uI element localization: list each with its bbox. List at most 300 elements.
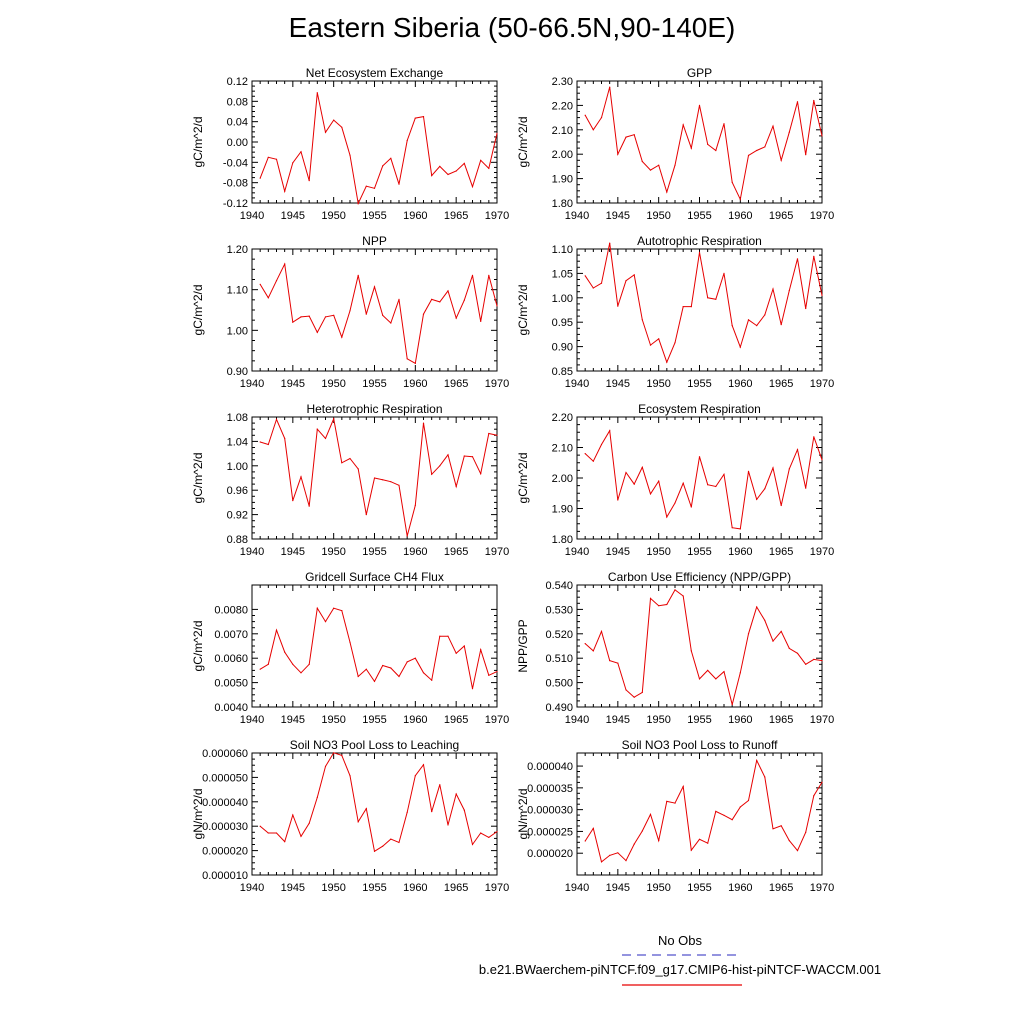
data-point bbox=[634, 844, 635, 845]
data-point bbox=[309, 316, 310, 317]
data-point bbox=[276, 280, 277, 281]
data-point bbox=[772, 126, 773, 127]
y-tick-label: 2.00 bbox=[551, 473, 573, 485]
data-point bbox=[699, 252, 700, 253]
x-tick-label: 1950 bbox=[646, 882, 671, 894]
data-point bbox=[740, 806, 741, 807]
panel-7 bbox=[191, 570, 509, 726]
data-point bbox=[423, 423, 424, 424]
y-tick-label: 1.20 bbox=[226, 244, 248, 256]
data-point bbox=[390, 667, 391, 668]
data-point bbox=[415, 775, 416, 776]
data-point bbox=[407, 535, 408, 536]
y-tick-label: 0.490 bbox=[545, 702, 573, 714]
x-tick-label: 1955 bbox=[687, 210, 712, 222]
data-point bbox=[789, 468, 790, 469]
y-tick-label: 0.85 bbox=[551, 366, 573, 378]
data-point bbox=[691, 148, 692, 149]
panel-title: Heterotrophic Respiration bbox=[306, 402, 443, 416]
y-tick-label: 1.80 bbox=[551, 534, 573, 546]
series-line bbox=[260, 93, 497, 204]
data-point bbox=[821, 660, 822, 661]
data-point bbox=[813, 436, 814, 437]
y-tick-label: 0.520 bbox=[545, 628, 573, 641]
data-point bbox=[642, 319, 643, 320]
data-point bbox=[317, 429, 318, 430]
data-point bbox=[634, 697, 635, 698]
data-point bbox=[715, 299, 716, 300]
data-point bbox=[650, 170, 651, 171]
data-point bbox=[805, 308, 806, 309]
x-tick-label: 1965 bbox=[443, 546, 469, 558]
panel-1 bbox=[191, 66, 509, 222]
data-point bbox=[723, 273, 724, 274]
x-tick-label: 1960 bbox=[403, 546, 428, 558]
data-point bbox=[349, 775, 350, 776]
data-point bbox=[732, 704, 733, 705]
data-point bbox=[634, 134, 635, 135]
data-point bbox=[366, 808, 367, 809]
data-point bbox=[748, 155, 749, 156]
y-tick-label: 0.000020 bbox=[527, 848, 573, 861]
data-point bbox=[642, 467, 643, 468]
panel-5 bbox=[191, 402, 509, 558]
y-axis-label: gC/m^2/d bbox=[191, 452, 205, 504]
data-point bbox=[674, 342, 675, 343]
x-tick-label: 1960 bbox=[403, 882, 428, 894]
x-tick-label: 1965 bbox=[443, 882, 469, 894]
data-point bbox=[456, 486, 457, 487]
x-tick-label: 1945 bbox=[605, 546, 631, 558]
panel-10 bbox=[516, 738, 834, 894]
data-point bbox=[805, 154, 806, 155]
data-point bbox=[382, 846, 383, 847]
data-point bbox=[284, 652, 285, 653]
y-tick-label: 0.000035 bbox=[527, 782, 573, 795]
data-point bbox=[382, 479, 383, 480]
data-point bbox=[593, 828, 594, 829]
data-point bbox=[789, 132, 790, 133]
series-line bbox=[260, 419, 497, 536]
series-line bbox=[585, 760, 822, 862]
data-point bbox=[366, 314, 367, 315]
data-point bbox=[496, 305, 497, 306]
data-point bbox=[447, 824, 448, 825]
data-point bbox=[625, 472, 626, 473]
y-tick-label: 0.95 bbox=[551, 317, 573, 330]
data-point bbox=[609, 660, 610, 661]
data-point bbox=[642, 692, 643, 693]
data-point bbox=[317, 92, 318, 93]
data-point bbox=[625, 137, 626, 138]
y-tick-label: 0.000030 bbox=[527, 804, 573, 817]
data-point bbox=[325, 316, 326, 317]
plot-frame bbox=[577, 81, 822, 203]
data-point bbox=[723, 123, 724, 124]
data-point bbox=[415, 118, 416, 119]
data-point bbox=[601, 117, 602, 118]
data-point bbox=[268, 832, 269, 833]
x-tick-label: 1955 bbox=[687, 714, 712, 726]
data-point bbox=[609, 855, 610, 856]
data-point bbox=[666, 362, 667, 363]
y-tick-label: 1.90 bbox=[551, 173, 573, 186]
x-tick-label: 1965 bbox=[768, 546, 794, 558]
x-tick-label: 1945 bbox=[605, 714, 631, 726]
data-point bbox=[699, 839, 700, 840]
data-point bbox=[358, 821, 359, 822]
data-point bbox=[625, 280, 626, 281]
data-point bbox=[496, 831, 497, 832]
data-point bbox=[415, 505, 416, 506]
data-point bbox=[732, 819, 733, 820]
data-point bbox=[325, 132, 326, 133]
data-point bbox=[260, 826, 261, 827]
y-axis-label: gC/m^2/d bbox=[516, 116, 530, 168]
data-point bbox=[609, 430, 610, 431]
y-axis-label: NPP/GPP bbox=[516, 619, 530, 673]
data-point bbox=[366, 514, 367, 515]
data-point bbox=[260, 284, 261, 285]
y-tick-label: -0.12 bbox=[222, 198, 248, 210]
data-point bbox=[317, 797, 318, 798]
y-axis-label: gN/m^2/d bbox=[516, 788, 530, 840]
data-point bbox=[390, 481, 391, 482]
y-tick-label: 1.00 bbox=[551, 292, 573, 305]
panel-4 bbox=[516, 234, 834, 390]
data-point bbox=[650, 493, 651, 494]
data-point bbox=[764, 776, 765, 777]
x-tick-label: 1960 bbox=[728, 210, 753, 222]
data-point bbox=[480, 160, 481, 161]
x-tick-label: 1970 bbox=[484, 210, 510, 222]
data-point bbox=[740, 347, 741, 348]
data-point bbox=[284, 841, 285, 842]
panel-title: Soil NO3 Pool Loss to Leaching bbox=[289, 738, 460, 752]
data-point bbox=[447, 174, 448, 175]
data-point bbox=[341, 610, 342, 611]
panel-title: Ecosystem Respiration bbox=[638, 402, 761, 416]
data-point bbox=[382, 165, 383, 166]
y-axis-label: gC/m^2/d bbox=[516, 452, 530, 504]
data-point bbox=[464, 163, 465, 164]
y-axis-label: gC/m^2/d bbox=[516, 284, 530, 336]
data-point bbox=[431, 811, 432, 812]
data-point bbox=[374, 477, 375, 478]
data-point bbox=[464, 455, 465, 456]
data-point bbox=[300, 476, 301, 477]
data-point bbox=[585, 840, 586, 841]
y-axis-label: gC/m^2/d bbox=[191, 284, 205, 336]
y-tick-label: 1.90 bbox=[551, 503, 573, 516]
data-point bbox=[333, 120, 334, 121]
data-point bbox=[617, 852, 618, 853]
data-point bbox=[374, 188, 375, 189]
series-line bbox=[585, 243, 822, 362]
data-point bbox=[390, 158, 391, 159]
x-tick-label: 1940 bbox=[564, 210, 590, 222]
panel-title: NPP bbox=[362, 234, 387, 248]
data-point bbox=[333, 418, 334, 419]
y-tick-label: 1.08 bbox=[226, 412, 248, 424]
data-point bbox=[496, 435, 497, 436]
data-point bbox=[317, 332, 318, 333]
data-point bbox=[748, 800, 749, 801]
x-tick-label: 1965 bbox=[768, 378, 794, 390]
data-point bbox=[781, 825, 782, 826]
data-point bbox=[439, 166, 440, 167]
x-tick-label: 1940 bbox=[239, 546, 265, 558]
data-point bbox=[390, 839, 391, 840]
data-point bbox=[447, 636, 448, 637]
data-point bbox=[756, 325, 757, 326]
x-tick-label: 1950 bbox=[321, 546, 346, 558]
data-point bbox=[756, 760, 757, 761]
data-point bbox=[715, 678, 716, 679]
series-line bbox=[260, 608, 497, 689]
series-line bbox=[585, 431, 822, 529]
data-point bbox=[748, 471, 749, 472]
data-point bbox=[472, 456, 473, 457]
x-tick-label: 1960 bbox=[403, 714, 428, 726]
x-tick-label: 1955 bbox=[687, 378, 712, 390]
data-point bbox=[748, 319, 749, 320]
data-point bbox=[333, 752, 334, 753]
data-point bbox=[764, 146, 765, 147]
data-point bbox=[276, 832, 277, 833]
x-tick-label: 1955 bbox=[362, 546, 387, 558]
data-point bbox=[601, 444, 602, 445]
data-point bbox=[658, 481, 659, 482]
data-point bbox=[715, 486, 716, 487]
data-point bbox=[464, 300, 465, 301]
data-point bbox=[772, 467, 773, 468]
data-point bbox=[300, 316, 301, 317]
data-point bbox=[292, 814, 293, 815]
series-line bbox=[585, 590, 822, 705]
data-point bbox=[268, 444, 269, 445]
data-point bbox=[699, 456, 700, 457]
y-tick-label: 0.500 bbox=[545, 677, 573, 690]
data-point bbox=[325, 766, 326, 767]
data-point bbox=[309, 664, 310, 665]
data-point bbox=[398, 184, 399, 185]
x-tick-label: 1945 bbox=[280, 210, 306, 222]
data-point bbox=[456, 170, 457, 171]
y-tick-label: 1.00 bbox=[226, 325, 248, 338]
y-tick-label: 0.00 bbox=[226, 137, 248, 149]
data-point bbox=[732, 182, 733, 183]
x-tick-label: 1965 bbox=[768, 882, 794, 894]
data-point bbox=[374, 286, 375, 287]
data-point bbox=[480, 832, 481, 833]
x-tick-label: 1955 bbox=[687, 546, 712, 558]
data-point bbox=[691, 306, 692, 307]
x-tick-label: 1940 bbox=[564, 546, 590, 558]
data-point bbox=[674, 589, 675, 590]
data-point bbox=[789, 290, 790, 291]
data-point bbox=[617, 306, 618, 307]
data-point bbox=[674, 165, 675, 166]
data-point bbox=[284, 191, 285, 192]
data-point bbox=[382, 665, 383, 666]
data-point bbox=[683, 124, 684, 125]
data-point bbox=[683, 595, 684, 596]
data-point bbox=[740, 672, 741, 673]
data-point bbox=[781, 505, 782, 506]
x-tick-label: 1960 bbox=[728, 546, 753, 558]
data-point bbox=[634, 484, 635, 485]
data-point bbox=[821, 135, 822, 136]
data-point bbox=[284, 438, 285, 439]
data-point bbox=[358, 676, 359, 677]
panel-8 bbox=[516, 570, 834, 726]
y-tick-label: 0.000020 bbox=[202, 845, 248, 858]
data-point bbox=[423, 672, 424, 673]
y-axis-label: gC/m^2/d bbox=[191, 116, 205, 168]
data-point bbox=[439, 636, 440, 637]
data-point bbox=[488, 837, 489, 838]
data-point bbox=[447, 454, 448, 455]
data-point bbox=[398, 299, 399, 300]
y-tick-label: 1.10 bbox=[551, 244, 573, 256]
data-point bbox=[456, 318, 457, 319]
data-point bbox=[325, 438, 326, 439]
data-point bbox=[472, 688, 473, 689]
data-point bbox=[488, 433, 489, 434]
data-point bbox=[268, 157, 269, 158]
series-line bbox=[260, 264, 497, 363]
x-tick-label: 1970 bbox=[809, 882, 835, 894]
data-point bbox=[480, 649, 481, 650]
x-tick-label: 1955 bbox=[362, 882, 387, 894]
data-point bbox=[349, 642, 350, 643]
data-point bbox=[431, 474, 432, 475]
data-point bbox=[650, 814, 651, 815]
data-point bbox=[407, 140, 408, 141]
x-tick-label: 1970 bbox=[484, 714, 510, 726]
data-point bbox=[276, 159, 277, 160]
y-tick-label: 0.0050 bbox=[214, 677, 248, 690]
data-point bbox=[797, 653, 798, 654]
data-point bbox=[439, 784, 440, 785]
x-tick-label: 1945 bbox=[605, 882, 631, 894]
data-point bbox=[650, 345, 651, 346]
y-tick-label: 2.30 bbox=[551, 76, 573, 88]
data-point bbox=[488, 275, 489, 276]
data-point bbox=[398, 485, 399, 486]
data-point bbox=[407, 812, 408, 813]
y-tick-label: 0.92 bbox=[226, 509, 248, 522]
data-point bbox=[341, 755, 342, 756]
panel-title: Autotrophic Respiration bbox=[637, 234, 762, 248]
plot-frame bbox=[252, 81, 497, 203]
data-point bbox=[707, 144, 708, 145]
data-point bbox=[309, 506, 310, 507]
x-tick-label: 1940 bbox=[239, 714, 265, 726]
x-tick-label: 1965 bbox=[768, 714, 794, 726]
y-tick-label: -0.04 bbox=[222, 157, 248, 170]
data-point bbox=[382, 315, 383, 316]
y-axis-label: gN/m^2/d bbox=[191, 788, 205, 840]
data-point bbox=[374, 851, 375, 852]
y-tick-label: 2.00 bbox=[551, 149, 573, 162]
data-point bbox=[300, 672, 301, 673]
data-point bbox=[797, 258, 798, 259]
data-point bbox=[358, 468, 359, 469]
x-tick-label: 1950 bbox=[646, 546, 671, 558]
series-line bbox=[260, 753, 497, 852]
x-tick-label: 1965 bbox=[443, 210, 469, 222]
x-tick-label: 1955 bbox=[362, 378, 387, 390]
y-tick-label: 0.530 bbox=[545, 604, 573, 617]
y-tick-label: 0.08 bbox=[226, 96, 248, 109]
y-tick-label: 1.80 bbox=[551, 198, 573, 210]
data-point bbox=[358, 275, 359, 276]
data-point bbox=[658, 165, 659, 166]
y-tick-label: 0.90 bbox=[226, 366, 248, 378]
series-line bbox=[585, 87, 822, 199]
data-point bbox=[707, 297, 708, 298]
y-tick-label: 1.00 bbox=[226, 460, 248, 473]
data-point bbox=[464, 645, 465, 646]
data-point bbox=[374, 681, 375, 682]
data-point bbox=[674, 803, 675, 804]
data-point bbox=[756, 606, 757, 607]
data-point bbox=[683, 306, 684, 307]
data-point bbox=[431, 299, 432, 300]
y-tick-label: 0.000030 bbox=[202, 821, 248, 834]
data-point bbox=[423, 764, 424, 765]
y-tick-label: 0.000025 bbox=[527, 826, 573, 839]
data-point bbox=[805, 488, 806, 489]
y-tick-label: 2.20 bbox=[551, 412, 573, 424]
y-tick-label: 1.05 bbox=[551, 268, 573, 281]
data-point bbox=[723, 474, 724, 475]
data-point bbox=[674, 502, 675, 503]
x-tick-label: 1965 bbox=[768, 210, 794, 222]
y-tick-label: 0.90 bbox=[551, 341, 573, 354]
data-point bbox=[456, 793, 457, 794]
data-point bbox=[764, 620, 765, 621]
y-tick-label: 1.10 bbox=[226, 284, 248, 297]
data-point bbox=[715, 150, 716, 151]
data-point bbox=[260, 669, 261, 670]
data-point bbox=[756, 499, 757, 500]
data-point bbox=[358, 203, 359, 204]
data-point bbox=[821, 782, 822, 783]
x-tick-label: 1965 bbox=[443, 378, 469, 390]
data-point bbox=[292, 664, 293, 665]
data-point bbox=[341, 462, 342, 463]
data-point bbox=[496, 671, 497, 672]
y-tick-label: 0.510 bbox=[545, 653, 573, 666]
data-point bbox=[349, 155, 350, 156]
data-point bbox=[292, 162, 293, 163]
data-point bbox=[789, 840, 790, 841]
data-point bbox=[666, 604, 667, 605]
y-tick-label: 0.0060 bbox=[214, 653, 248, 666]
data-point bbox=[813, 795, 814, 796]
panel-title: Carbon Use Efficiency (NPP/GPP) bbox=[607, 570, 792, 584]
data-point bbox=[423, 116, 424, 117]
y-tick-label: 0.04 bbox=[226, 116, 248, 129]
data-point bbox=[715, 811, 716, 812]
data-point bbox=[707, 843, 708, 844]
data-point bbox=[723, 815, 724, 816]
x-tick-label: 1945 bbox=[280, 714, 306, 726]
x-tick-label: 1950 bbox=[321, 210, 346, 222]
